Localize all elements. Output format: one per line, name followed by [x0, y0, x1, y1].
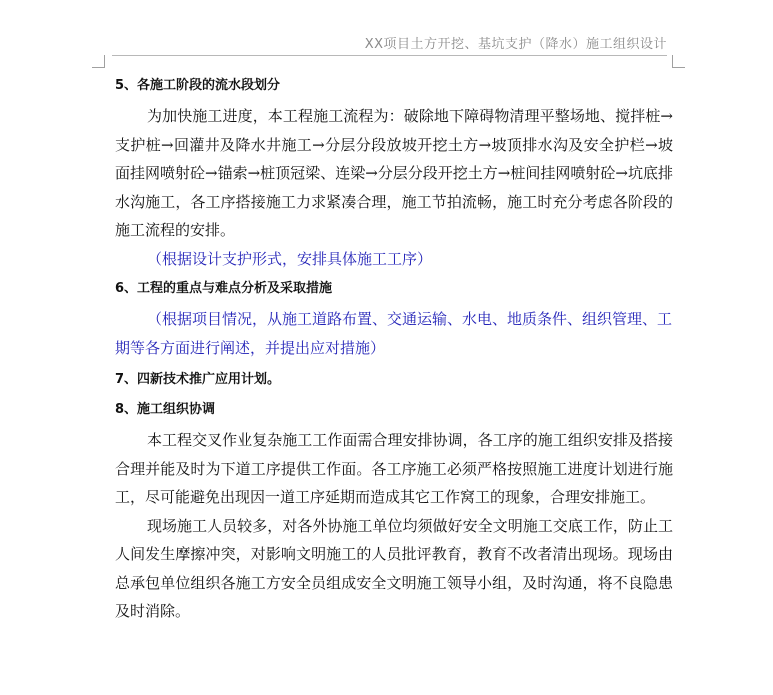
- crop-mark-top-left: [92, 55, 105, 68]
- crop-mark-top-right: [672, 55, 685, 68]
- document-body: [115, 70, 673, 626]
- section-8-paragraph-2: 现场施工人员较多，对各外协施工单位均须做好安全文明施工交底工作，防止工人间发生摩擦冲突，对影响文明施工的人员批评教育，教育不改者清出现场。现场由总承包单位组织各施工方安全员组成安全文明施工领导小组，及时沟通，将不良隐患及时消除。: [115, 516, 673, 620]
- section-6-note: （根据项目情况，从施工道路布置、交通运输、水电、地质条件、组织管理、工期等各方面进行阐述，并提出应对措施）: [115, 310, 673, 357]
- page-header-title: XX项目土方开挖、基坑支护（降水）施工组织设计: [364, 37, 667, 52]
- section-heading-8: 8、施工组织协调: [115, 402, 216, 417]
- section-heading-5: 5、各施工阶段的流水段划分: [115, 78, 281, 93]
- header-rule: [112, 55, 667, 56]
- section-5-paragraph: 为加快施工进度，本工程施工流程为：破除地下障碍物清理平整场地、搅拌桩→支护桩→回灌井及降水井施工→分层分段放坡开挖土方→坡顶排水沟及安全护栏→坡面挂网喷射砼→锚索→桩顶冠梁、连梁→分层分段开挖土方→桩间挂网喷射砼→坑底排水沟施工，各工序搭接施工力求紧凑合理，施工节拍流畅，施工时充分考虑各阶段的施工流程的安排。: [115, 107, 673, 239]
- section-5-note: （根据设计支护形式，安排具体施工工序）: [147, 249, 433, 268]
- section-8-paragraph-1: 本工程交叉作业复杂施工工作面需合理安排协调，各工序的施工组织安排及搭接合理并能及时为下道工序提供工作面。各工序施工必须严格按照施工进度计划进行施工，尽可能避免出现因一道工序延期而造成其它工作窝工的现象，合理安排施工。: [115, 431, 673, 506]
- section-heading-7: 7、四新技术推广应用计划。: [115, 372, 281, 387]
- section-heading-6: 6、工程的重点与难点分析及采取措施: [115, 281, 333, 296]
